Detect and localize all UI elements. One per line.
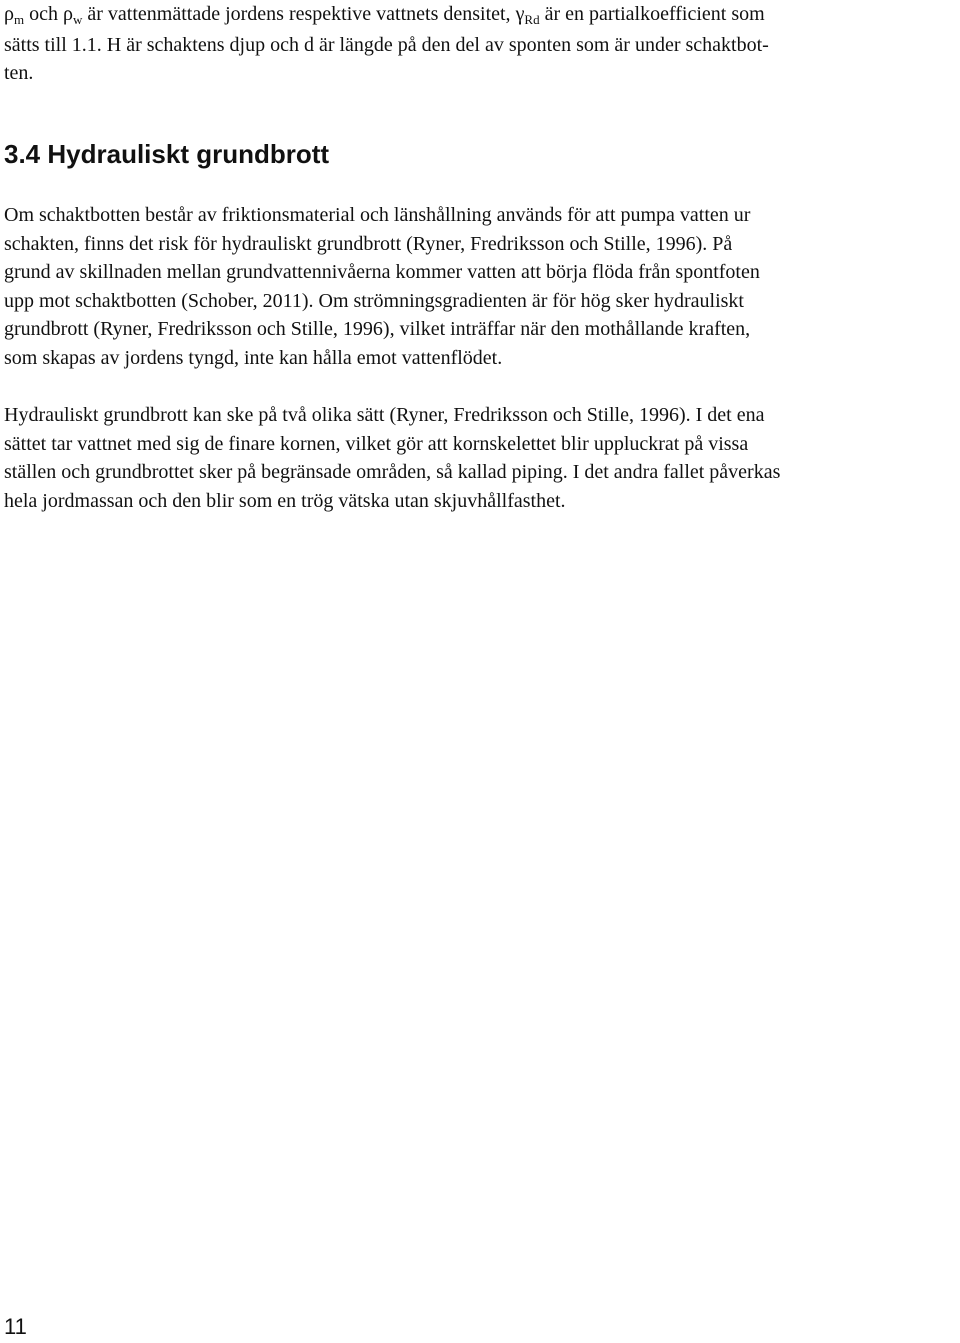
body-paragraph-2 bbox=[4, 401, 956, 515]
paragraph-line: Om schaktbotten består av friktionsmaterial och länshållning används för att pumpa vatten ur bbox=[4, 204, 751, 226]
paragraph-line: grund av skillnaden mellan grundvattennivåerna kommer vatten att börja flöda från spontfoten bbox=[4, 261, 760, 284]
intro-line: sätts till 1.1. H är schaktens djup och d är längde på den del av sponten som är under schaktbot- bbox=[4, 33, 769, 56]
rho-symbol: ρ bbox=[63, 3, 73, 25]
paragraph-line: ställen och grundbrottet sker på begränsade områden, så kallad piping. I det andra fallet påverkas bbox=[4, 461, 781, 484]
page-number: 11 bbox=[4, 1314, 27, 1339]
subscript-m: m bbox=[13, 12, 25, 27]
subscript-w: w bbox=[72, 12, 83, 27]
intro-line bbox=[4, 0, 956, 31]
gamma-symbol: γ bbox=[515, 3, 525, 25]
rho-symbol: ρ bbox=[4, 3, 14, 25]
paragraph-line: Hydrauliskt grundbrott kan ske på två olika sätt (Ryner, Fredriksson och Stille, 1996). I det ena bbox=[4, 404, 765, 426]
text-fragment: och bbox=[24, 3, 63, 25]
subscript-rd: Rd bbox=[524, 12, 540, 27]
paragraph-line: upp mot schaktbotten (Schober, 2011). Om strömningsgradienten är för hög sker hydrauliskt bbox=[4, 289, 744, 312]
text-fragment: är en partialkoefficient som bbox=[539, 3, 765, 25]
paragraph-line: grundbrott (Ryner, Fredriksson och Stille, 1996), vilket inträffar när den mothållande kraften, bbox=[4, 318, 751, 341]
paragraph-line: sättet tar vattnet med sig de finare kornen, vilket gör att kornskelettet blir uppluckrat på vissa bbox=[4, 432, 749, 455]
intro-paragraph bbox=[4, 0, 956, 88]
intro-line: ten. bbox=[4, 62, 34, 85]
paragraph-line: schakten, finns det risk för hydrauliskt grundbrott (Ryner, Fredriksson och Stille, 1996). På bbox=[4, 232, 733, 255]
paragraph-line: hela jordmassan och den blir som en trög vätska utan skjuvhållfasthet. bbox=[4, 489, 566, 512]
body-paragraph-1 bbox=[4, 201, 956, 373]
section-heading: 3.4 Hydrauliskt grundbrott bbox=[4, 139, 330, 169]
paragraph-line: som skapas av jordens tyngd, inte kan hålla emot vattenflödet. bbox=[4, 346, 503, 369]
text-fragment: är vattenmättade jordens respektive vattnets densitet, bbox=[82, 3, 516, 25]
